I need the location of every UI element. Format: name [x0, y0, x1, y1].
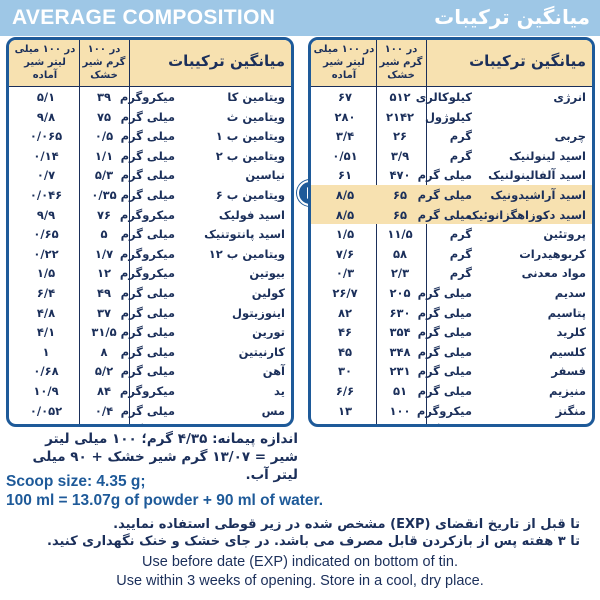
nutrient-name: اسید لینولنیک: [509, 148, 586, 163]
column-header-milk: در ۱۰۰ میلی لیتر شیر آماده: [14, 44, 76, 81]
nutrient-name: انرژی: [553, 90, 586, 104]
table-row: [311, 205, 592, 225]
value-per-100ml-milk: ۸۲: [337, 305, 353, 320]
value-per-100ml-milk: ۱۳: [337, 403, 353, 418]
table-row: [9, 263, 291, 283]
nutrient-name: منیزیم: [549, 383, 586, 398]
table-row: [9, 205, 291, 225]
table-row: [9, 283, 291, 303]
table-row: [311, 107, 592, 127]
value-per-100g-powder: [377, 422, 423, 427]
notes-fa-line2: تا ۳ هفته پس از بازکردن قابل مصرف می باشد. در جای خشک و خنک نگهداری کنید.: [47, 534, 580, 549]
table-body: [311, 87, 592, 427]
table-row: [311, 126, 592, 146]
scoop-en-line2: 100 ml = 13.07g of powder + 90 ml of water.: [6, 492, 324, 509]
value-per-100g-powder: ۱۲: [96, 266, 112, 281]
nutrient-unit: میلی گرم: [417, 168, 472, 183]
scoop-en-line1: Scoop size: 4.35 g;: [6, 473, 146, 490]
nutrient-name: [261, 422, 285, 427]
nutrient-name: سدیم: [554, 285, 586, 300]
scoop-fa-line2: شیر = ۱۳/۰۷ گرم شیر خشک + ۹۰ میلی لیتر آب.: [32, 449, 298, 483]
value-per-100ml-milk: ۱/۵: [36, 266, 56, 281]
nutrient-name: اسید فولیک: [218, 207, 285, 222]
nutrient-name: ویتامین کا: [227, 90, 285, 104]
value-per-100ml-milk: ۲۶/۷: [332, 285, 358, 300]
nutrient-name: کربوهیدرات: [519, 246, 586, 261]
table-header-title: میانگین ترکیبات: [469, 52, 586, 70]
value-per-100g-powder: ۴۹: [96, 285, 112, 300]
nutrient-unit: میلی گرم: [417, 383, 472, 398]
table-row: [9, 126, 291, 146]
value-per-100g-powder: ۷۶: [96, 207, 112, 222]
table-row: [311, 283, 592, 303]
value-per-100ml-milk: ۶۷: [337, 90, 353, 104]
value-per-100g-powder: ۱۱/۵: [387, 227, 413, 242]
table-row: [311, 361, 592, 381]
value-per-100g-powder: ۶۳۰: [389, 305, 411, 320]
nutrient-unit: میلی گرم: [120, 109, 175, 124]
nutrient-name: ویتامین ب ۱۲: [208, 246, 285, 261]
nutrient-name: تورین: [252, 325, 285, 340]
nutrient-unit: میلی گرم: [120, 305, 175, 320]
nutrient-name: بیوتین: [249, 266, 285, 281]
nutrient-unit: میلی گرم: [417, 364, 472, 379]
column-header-powder: در ۱۰۰ گرم شیر خشک: [379, 44, 423, 81]
value-per-100ml-milk: ۰/۰۶۵: [29, 129, 63, 144]
value-per-100ml-milk: ۹/۹: [36, 207, 56, 222]
table-row: [9, 401, 291, 421]
value-per-100ml-milk: ۶/۴: [36, 285, 56, 300]
value-per-100g-powder: ۶۵: [392, 207, 408, 222]
value-per-100ml-milk: ۰/۰۴۶: [29, 187, 63, 202]
nutrient-name: فسفر: [551, 364, 586, 379]
nutrient-name: اسید آلفالینولنیک: [488, 168, 586, 183]
value-per-100g-powder: ۲۳۱: [389, 364, 411, 379]
table-row: [9, 185, 291, 205]
value-per-100g-powder: ۰/۵: [94, 129, 114, 144]
nutrient-name: مس: [261, 403, 285, 418]
nutrient-unit: میلی گرم: [120, 344, 175, 359]
value-per-100ml-milk: ۰/۶۵: [33, 227, 59, 242]
nutrient-unit: میلی گرم: [120, 364, 175, 379]
nutrient-name: پتاسیم: [547, 305, 586, 320]
nutrient-name: کولین: [251, 285, 285, 300]
value-per-100g-powder: ۲۱۴۲: [385, 109, 415, 124]
table-row: [311, 303, 592, 323]
table-row: [311, 185, 592, 205]
value-per-100ml-milk: ۷/۶: [335, 246, 355, 261]
notes-en-line2: Use within 3 weeks of opening. Store in a cool, dry place.: [116, 573, 484, 589]
table-row: [311, 420, 592, 427]
nutrient-name: کلرید: [556, 325, 586, 340]
value-per-100ml-milk: ۳/۴: [335, 129, 355, 144]
value-per-100ml-milk: ۸/۵: [335, 187, 355, 202]
table-row: [311, 165, 592, 185]
nutrient-name: [545, 422, 586, 427]
value-per-100ml-milk: ۴۵: [337, 344, 353, 359]
value-per-100g-powder: ۵: [100, 227, 108, 242]
table-row: [9, 342, 291, 362]
nutrient-name: اینوزیتول: [232, 305, 285, 320]
table-row: [311, 322, 592, 342]
nutrient-unit: میلی گرم: [120, 403, 175, 418]
value-per-100ml-milk: [315, 422, 375, 427]
nutrient-unit: کیلوژول: [424, 109, 472, 124]
nutrient-name: اسید دکوزاهگزانوئیک: [466, 207, 586, 222]
value-per-100ml-milk: ۱: [42, 344, 50, 359]
nutrient-unit: میلی گرم: [417, 207, 472, 222]
scoop-fa-line1: اندازه پیمانه: ۴/۳۵ گرم؛ ۱۰۰ میلی لیتر: [45, 431, 298, 447]
nutrient-unit: میلی گرم: [120, 148, 175, 163]
value-per-100g-powder: ۳۱/۵: [91, 325, 117, 340]
value-per-100g-powder: ۲۰۵: [389, 285, 411, 300]
nutrient-unit: میکروگرم: [119, 266, 175, 281]
value-per-100ml-milk: ۰/۰۵۲: [29, 403, 63, 418]
nutrient-name: کلسیم: [549, 344, 586, 359]
nutrient-name: اسید آراشیدونیک: [490, 187, 586, 202]
scoop-size-en: [6, 472, 323, 510]
value-per-100g-powder: ۵/۳: [94, 168, 114, 183]
nutrient-name: چربی: [554, 129, 586, 144]
nutrient-unit: میکروگرم: [119, 246, 175, 261]
nutrient-unit: [121, 422, 175, 427]
value-per-100ml-milk: ۴/۸: [36, 305, 56, 320]
nutrient-unit: گرم: [449, 227, 472, 242]
value-per-100g-powder: ۱/۱: [94, 148, 114, 163]
nutrient-unit: میلی گرم: [417, 187, 472, 202]
header-bar: [0, 0, 600, 36]
table-header: [311, 40, 592, 87]
table-row: [9, 244, 291, 264]
value-per-100g-powder: ۳۷: [96, 305, 112, 320]
right-composition-table: [308, 37, 595, 427]
value-per-100ml-milk: ۰/۲۲: [33, 246, 59, 261]
notes-fa-line1: تا قبل از تاریخ انقضای (EXP) مشخص شده در زیر قوطی استفاده نمایید.: [113, 517, 580, 532]
nutrient-unit: میکروگرم: [416, 403, 472, 418]
value-per-100g-powder: ۶۵: [392, 187, 408, 202]
notes-en-line1: Use before date (EXP) indicated on bottom of tin.: [142, 554, 458, 570]
value-per-100ml-milk: ۶۱: [337, 168, 353, 183]
nutrient-name: ویتامین ب ۱: [215, 129, 285, 144]
value-per-100g-powder: ۸۴: [96, 383, 112, 398]
nutrient-unit: میلی گرم: [417, 325, 472, 340]
table-row: [9, 303, 291, 323]
table-row: [9, 420, 291, 427]
value-per-100g-powder: [81, 422, 127, 427]
header-title-fa: میانگین ترکیبات: [434, 5, 590, 29]
value-per-100g-powder: ۵۸: [392, 246, 408, 261]
nutrient-unit: گرم: [449, 129, 472, 144]
value-per-100ml-milk: ۸/۵: [335, 207, 355, 222]
table-row: [9, 146, 291, 166]
nutrient-name: ویتامین ث: [226, 109, 285, 124]
nutrient-name: ویتامین ب ۲: [215, 148, 285, 163]
value-per-100ml-milk: ۶/۶: [335, 383, 355, 398]
value-per-100ml-milk: [15, 422, 77, 427]
nutrient-unit: میکروگرم: [119, 207, 175, 222]
nutrient-unit: میلی گرم: [120, 285, 175, 300]
nutrient-name: نیاسین: [245, 168, 285, 183]
value-per-100ml-milk: ۹/۸: [36, 109, 56, 124]
table-row: [9, 165, 291, 185]
nutrient-unit: گرم: [449, 148, 472, 163]
nutrient-name: منگنز: [555, 403, 586, 418]
table-row: [9, 322, 291, 342]
nutrient-name: مواد معدنی: [521, 266, 586, 281]
nutrient-name: کارنیتین: [238, 344, 285, 359]
nutrient-name: پروتئین: [543, 227, 586, 242]
nutrient-name: آهن: [262, 364, 285, 379]
value-per-100g-powder: ۱/۷: [94, 246, 114, 261]
value-per-100ml-milk: ۰/۳: [335, 266, 355, 281]
nutrient-unit: میکروگرم: [119, 383, 175, 398]
value-per-100g-powder: ۳۵۴: [389, 325, 411, 340]
table-row: [311, 224, 592, 244]
nutrient-unit: میلی گرم: [417, 344, 472, 359]
table-header: [9, 40, 291, 87]
value-per-100ml-milk: ۴/۱: [36, 325, 56, 340]
table-row: [9, 107, 291, 127]
nutrient-name: اسید پانتوتنیک: [204, 227, 285, 242]
value-per-100g-powder: ۳/۹: [390, 148, 410, 163]
storage-notes-fa: [20, 516, 580, 550]
value-per-100g-powder: ۳۴۸: [389, 344, 411, 359]
column-header-milk: در ۱۰۰ میلی لیتر شیر آماده: [313, 44, 375, 81]
value-per-100ml-milk: ۰/۶۸: [33, 364, 59, 379]
nutrient-unit: میلی گرم: [120, 227, 175, 242]
value-per-100g-powder: ۲/۳: [390, 266, 410, 281]
nutrient-unit: گرم: [449, 246, 472, 261]
table-row: [311, 342, 592, 362]
table-row: [9, 381, 291, 401]
value-per-100ml-milk: ۲۸۰: [334, 109, 356, 124]
value-per-100ml-milk: ۳۰: [337, 364, 353, 379]
left-composition-table: [6, 37, 294, 427]
value-per-100g-powder: ۷۵: [96, 109, 112, 124]
nutrient-unit: میلی گرم: [120, 325, 175, 340]
nutrient-unit: میلی گرم: [120, 187, 175, 202]
value-per-100g-powder: ۲۶: [392, 129, 408, 144]
storage-notes-en: [0, 553, 600, 591]
table-row: [311, 263, 592, 283]
nutrient-unit: میلی گرم: [120, 129, 175, 144]
value-per-100g-powder: ۸: [100, 344, 108, 359]
value-per-100ml-milk: ۱۰/۹: [33, 383, 59, 398]
value-per-100ml-milk: ۰/۷: [36, 168, 56, 183]
table-row: [311, 244, 592, 264]
value-per-100ml-milk: ۱/۵: [335, 227, 355, 242]
value-per-100g-powder: ۰/۴: [94, 403, 114, 418]
header-title-en: AVERAGE COMPOSITION: [12, 6, 276, 29]
value-per-100g-powder: ۰/۳۵: [91, 187, 117, 202]
value-per-100g-powder: ۵/۲: [94, 364, 114, 379]
value-per-100g-powder: ۵۱۲: [389, 90, 411, 104]
value-per-100ml-milk: ۵/۱: [36, 90, 56, 104]
table-row: [311, 87, 592, 107]
column-header-powder: در ۱۰۰ گرم شیر خشک: [82, 44, 126, 81]
nutrient-unit: [417, 422, 472, 427]
value-per-100g-powder: ۳۹: [96, 90, 112, 104]
table-body: [9, 87, 291, 427]
nutrient-name: ید: [274, 383, 285, 398]
table-row: [9, 361, 291, 381]
table-header-title: میانگین ترکیبات: [168, 52, 285, 70]
value-per-100ml-milk: ۰/۵۱: [332, 148, 358, 163]
value-per-100g-powder: ۱۰۰: [389, 403, 411, 418]
value-per-100ml-milk: ۴۶: [337, 325, 353, 340]
nutrient-unit: کیلوکالری: [415, 90, 472, 104]
nutrient-unit: میلی گرم: [120, 168, 175, 183]
nutrient-unit: میلی گرم: [417, 285, 472, 300]
table-row: [311, 146, 592, 166]
table-row: [311, 401, 592, 421]
table-row: [9, 87, 291, 107]
value-per-100g-powder: ۴۷۰: [389, 168, 411, 183]
table-row: [311, 381, 592, 401]
nutrient-unit: میکروگرم: [119, 90, 175, 104]
nutrient-name: ویتامین ب ۶: [215, 187, 285, 202]
table-row: [9, 224, 291, 244]
nutrient-unit: گرم: [449, 266, 472, 281]
value-per-100ml-milk: ۰/۱۴: [33, 148, 59, 163]
value-per-100g-powder: ۵۱: [392, 383, 408, 398]
nutrient-unit: میلی گرم: [417, 305, 472, 320]
